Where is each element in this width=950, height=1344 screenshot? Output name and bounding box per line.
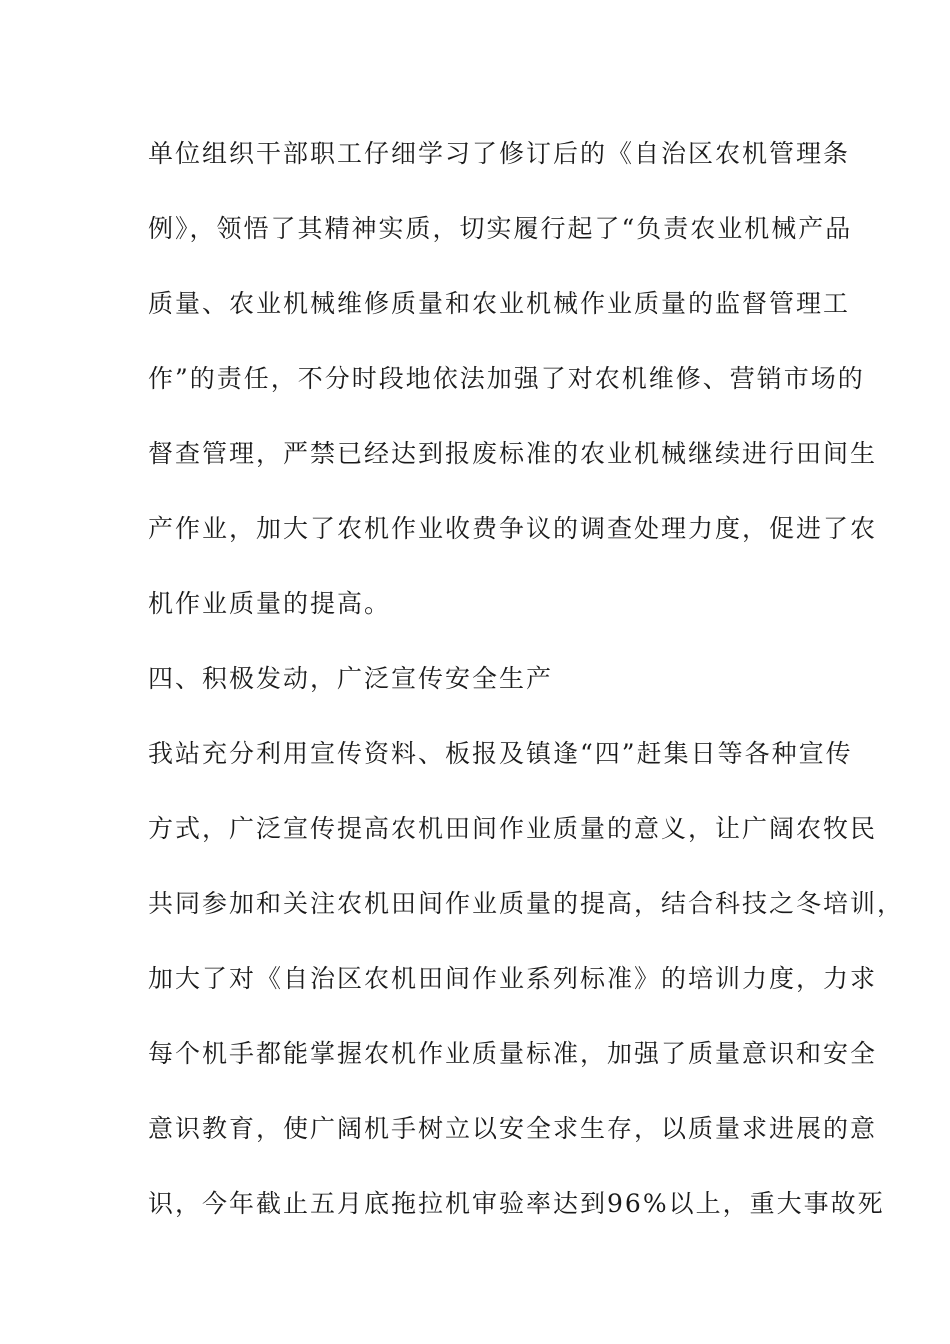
body-text-line: 例》，领悟了其精神实质，切实履行起了“负责农业机械产品 [148, 214, 853, 243]
body-text-line: 共同参加和关注农机田间作业质量的提高，结合科技之冬培训， [148, 889, 905, 918]
section-heading: 四、积极发动，广泛宣传安全生产 [148, 664, 554, 693]
body-text-line: 单位组织干部职工仔细学习了修订后的《自治区农机管理条 [148, 139, 851, 168]
body-text-line: 识，今年截止五月底拖拉机审验率达到96%以上，重大事故死 [148, 1189, 885, 1218]
body-text-line: 机作业质量的提高。 [148, 589, 392, 618]
body-text-line: 意识教育，使广阔机手树立以安全求生存，以质量求进展的意 [148, 1114, 878, 1143]
body-text-line: 督查管理，严禁已经达到报废标准的农业机械继续进行田间生 [148, 439, 878, 468]
body-text-line: 我站充分利用宣传资料、板报及镇逢“四”赶集日等各种宣传 [148, 739, 853, 768]
body-text-line: 质量、农业机械维修质量和农业机械作业质量的监督管理工 [148, 289, 851, 318]
body-text-line: 产作业，加大了农机作业收费争议的调查处理力度，促进了农 [148, 514, 878, 543]
body-text-line: 作”的责任，不分时段地依法加强了对农机维修、营销市场的 [148, 364, 865, 393]
body-text-line: 方式，广泛宣传提高农机田间作业质量的意义，让广阔农牧民 [148, 814, 878, 843]
body-text-line: 每个机手都能掌握农机作业质量标准，加强了质量意识和安全 [148, 1039, 878, 1068]
body-text-line: 加大了对《自治区农机田间作业系列标准》的培训力度，力求 [148, 964, 878, 993]
